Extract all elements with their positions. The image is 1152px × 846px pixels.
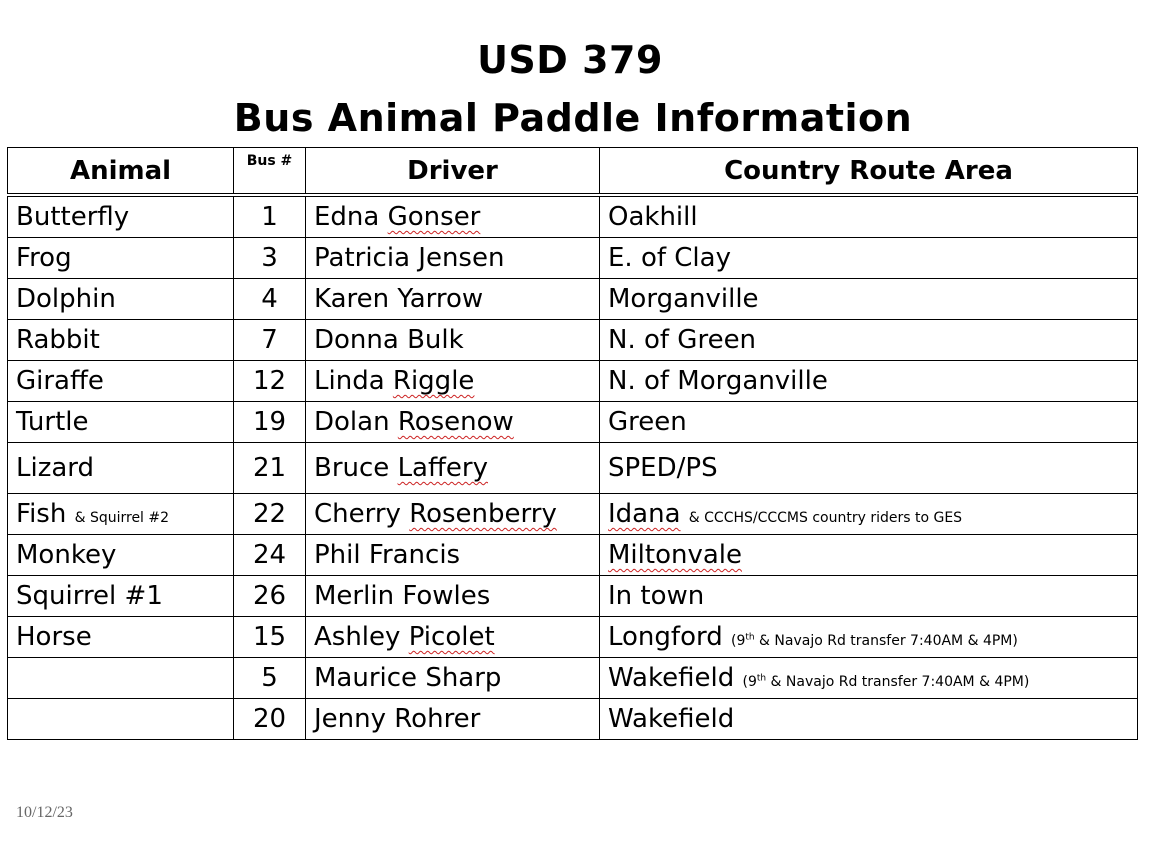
driver-first-name: Jenny xyxy=(314,704,387,734)
route-name: Morganville xyxy=(608,284,759,314)
route-cell xyxy=(600,699,1138,740)
route-name: N. of Green xyxy=(608,325,757,355)
route-name: Miltonvale xyxy=(608,540,742,570)
route-name: In town xyxy=(608,581,705,611)
driver-cell xyxy=(306,699,600,740)
route-cell xyxy=(600,402,1138,443)
route-name: Longford xyxy=(608,622,723,652)
route-note: & CCCHS/CCCMS country riders to GES xyxy=(688,510,963,526)
bus-number-cell: 21 xyxy=(234,443,306,494)
table-row xyxy=(8,699,1138,740)
route-name: N. of Morganville xyxy=(608,366,828,396)
header-driver: Driver xyxy=(306,148,600,196)
route-cell xyxy=(600,279,1138,320)
page-subtitle: Bus Animal Paddle Information xyxy=(233,96,913,140)
animal-name: Dolphin xyxy=(16,284,116,314)
table-row xyxy=(8,320,1138,361)
route-cell xyxy=(600,658,1138,699)
table-row xyxy=(8,402,1138,443)
animal-cell xyxy=(8,658,234,699)
driver-last-name: Picolet xyxy=(408,622,495,652)
animal-note: & Squirrel #2 xyxy=(74,510,170,526)
animal-name: Monkey xyxy=(16,540,117,570)
driver-first-name: Maurice xyxy=(314,663,418,693)
driver-cell xyxy=(306,402,600,443)
route-name: Wakefield xyxy=(608,704,735,734)
bus-number-cell: 24 xyxy=(234,535,306,576)
animal-cell xyxy=(8,699,234,740)
bus-table xyxy=(7,147,1138,740)
table-row xyxy=(8,658,1138,699)
animal-name: Butterfly xyxy=(16,202,130,232)
driver-last-name: Fowles xyxy=(402,581,491,611)
driver-last-name: Bulk xyxy=(407,325,464,355)
route-cell xyxy=(600,617,1138,658)
driver-first-name: Dolan xyxy=(314,407,390,437)
driver-first-name: Phil xyxy=(314,540,361,570)
table-row xyxy=(8,195,1138,238)
driver-first-name: Donna xyxy=(314,325,399,355)
bus-number-cell: 5 xyxy=(234,658,306,699)
driver-cell xyxy=(306,576,600,617)
driver-first-name: Bruce xyxy=(314,453,390,483)
driver-last-name: Rosenberry xyxy=(409,499,557,529)
driver-cell xyxy=(306,443,600,494)
driver-cell xyxy=(306,494,600,535)
driver-last-name: Yarrow xyxy=(397,284,484,314)
animal-cell xyxy=(8,361,234,402)
animal-cell xyxy=(8,279,234,320)
bus-number-cell: 7 xyxy=(234,320,306,361)
driver-cell xyxy=(306,320,600,361)
route-name: SPED/PS xyxy=(608,453,718,483)
animal-cell xyxy=(8,238,234,279)
bus-number-cell: 4 xyxy=(234,279,306,320)
driver-cell xyxy=(306,361,600,402)
driver-cell xyxy=(306,279,600,320)
page-title: USD 379 xyxy=(477,38,663,82)
animal-name: Turtle xyxy=(16,407,89,437)
driver-last-name: Gonser xyxy=(387,202,481,232)
driver-last-name: Riggle xyxy=(392,366,475,396)
bus-number-cell: 3 xyxy=(234,238,306,279)
animal-name: Frog xyxy=(16,243,72,273)
driver-last-name: Francis xyxy=(368,540,461,570)
route-cell xyxy=(600,494,1138,535)
route-name: Idana xyxy=(608,499,681,529)
driver-first-name: Linda xyxy=(314,366,385,396)
animal-name: Squirrel #1 xyxy=(16,581,163,611)
table-row xyxy=(8,535,1138,576)
route-note: (9th & Navajo Rd transfer 7:40AM & 4PM) xyxy=(742,673,1030,690)
animal-cell xyxy=(8,617,234,658)
bus-number-cell: 12 xyxy=(234,361,306,402)
footer-date: 10/12/23 xyxy=(16,804,73,821)
driver-first-name: Patricia xyxy=(314,243,411,273)
route-name: Oakhill xyxy=(608,202,698,232)
animal-cell xyxy=(8,443,234,494)
route-cell xyxy=(600,361,1138,402)
route-cell xyxy=(600,535,1138,576)
driver-first-name: Edna xyxy=(314,202,380,232)
animal-name: Lizard xyxy=(16,453,95,483)
animal-name: Giraffe xyxy=(16,366,104,396)
bus-number-cell: 20 xyxy=(234,699,306,740)
bus-number-cell: 15 xyxy=(234,617,306,658)
animal-cell xyxy=(8,535,234,576)
header-bus-number: Bus # xyxy=(234,148,306,196)
driver-first-name: Karen xyxy=(314,284,390,314)
table-row xyxy=(8,361,1138,402)
route-cell xyxy=(600,576,1138,617)
table-row xyxy=(8,576,1138,617)
driver-first-name: Ashley xyxy=(314,622,401,652)
animal-name: Fish xyxy=(16,499,67,529)
driver-first-name: Merlin xyxy=(314,581,395,611)
animal-cell xyxy=(8,576,234,617)
animal-cell xyxy=(8,494,234,535)
table-row xyxy=(8,494,1138,535)
driver-last-name: Laffery xyxy=(397,453,488,483)
route-note: (9th & Navajo Rd transfer 7:40AM & 4PM) xyxy=(730,632,1018,649)
animal-cell xyxy=(8,195,234,238)
route-name: Green xyxy=(608,407,687,437)
header-animal: Animal xyxy=(8,148,234,196)
route-cell xyxy=(600,443,1138,494)
driver-last-name: Rohrer xyxy=(394,704,481,734)
bus-number-cell: 19 xyxy=(234,402,306,443)
bus-number-cell: 1 xyxy=(234,195,306,238)
route-cell xyxy=(600,195,1138,238)
driver-cell xyxy=(306,535,600,576)
driver-last-name: Sharp xyxy=(425,663,502,693)
table-row xyxy=(8,617,1138,658)
driver-cell xyxy=(306,617,600,658)
driver-cell xyxy=(306,238,600,279)
header-route: Country Route Area xyxy=(600,148,1138,196)
route-name: Wakefield xyxy=(608,663,735,693)
route-cell xyxy=(600,238,1138,279)
animal-cell xyxy=(8,402,234,443)
route-name: E. of Clay xyxy=(608,243,731,273)
route-cell xyxy=(600,320,1138,361)
bus-number-cell: 22 xyxy=(234,494,306,535)
animal-cell xyxy=(8,320,234,361)
driver-last-name: Jensen xyxy=(418,243,505,273)
table-header-row xyxy=(8,148,1138,196)
driver-last-name: Rosenow xyxy=(397,407,514,437)
animal-name: Horse xyxy=(16,622,92,652)
bus-number-cell: 26 xyxy=(234,576,306,617)
animal-name: Rabbit xyxy=(16,325,100,355)
driver-cell xyxy=(306,658,600,699)
driver-cell xyxy=(306,195,600,238)
table-row xyxy=(8,443,1138,494)
table-row xyxy=(8,238,1138,279)
driver-first-name: Cherry xyxy=(314,499,401,529)
table-row xyxy=(8,279,1138,320)
